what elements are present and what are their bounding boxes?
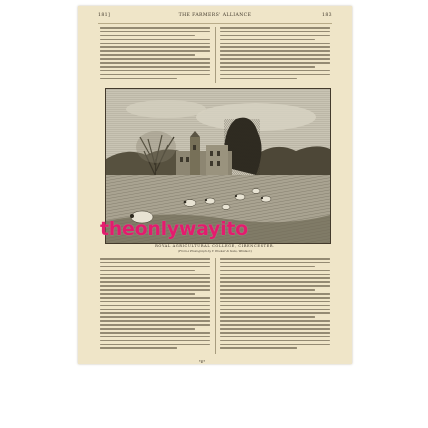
top-text-column-left	[100, 27, 210, 83]
magazine-page	[78, 6, 352, 364]
top-text-block	[100, 27, 330, 83]
header-rule	[98, 23, 332, 24]
bottom-text-block	[100, 258, 330, 354]
column-divider	[215, 27, 216, 83]
running-header	[88, 13, 342, 23]
top-text-column-right	[220, 27, 330, 83]
page-number-left: 181]	[98, 13, 111, 18]
caption-credit: (From a Photograph by T. Hooker & Sons, Windsor.)	[178, 249, 252, 253]
figure-caption	[108, 244, 322, 253]
footer-signature-mark: *E*	[199, 360, 206, 364]
watermark-text: theonlywayito	[100, 218, 248, 240]
bottom-text-column-left	[100, 258, 210, 354]
caption-title: ROYAL AGRICULTURAL COLLEGE, CIRENCESTER.	[155, 244, 275, 248]
page-number-right: 183	[322, 13, 332, 18]
running-title: THE FARMERS' ALLIANCE	[178, 13, 252, 18]
bottom-text-column-right	[220, 258, 330, 354]
column-divider	[215, 258, 216, 354]
